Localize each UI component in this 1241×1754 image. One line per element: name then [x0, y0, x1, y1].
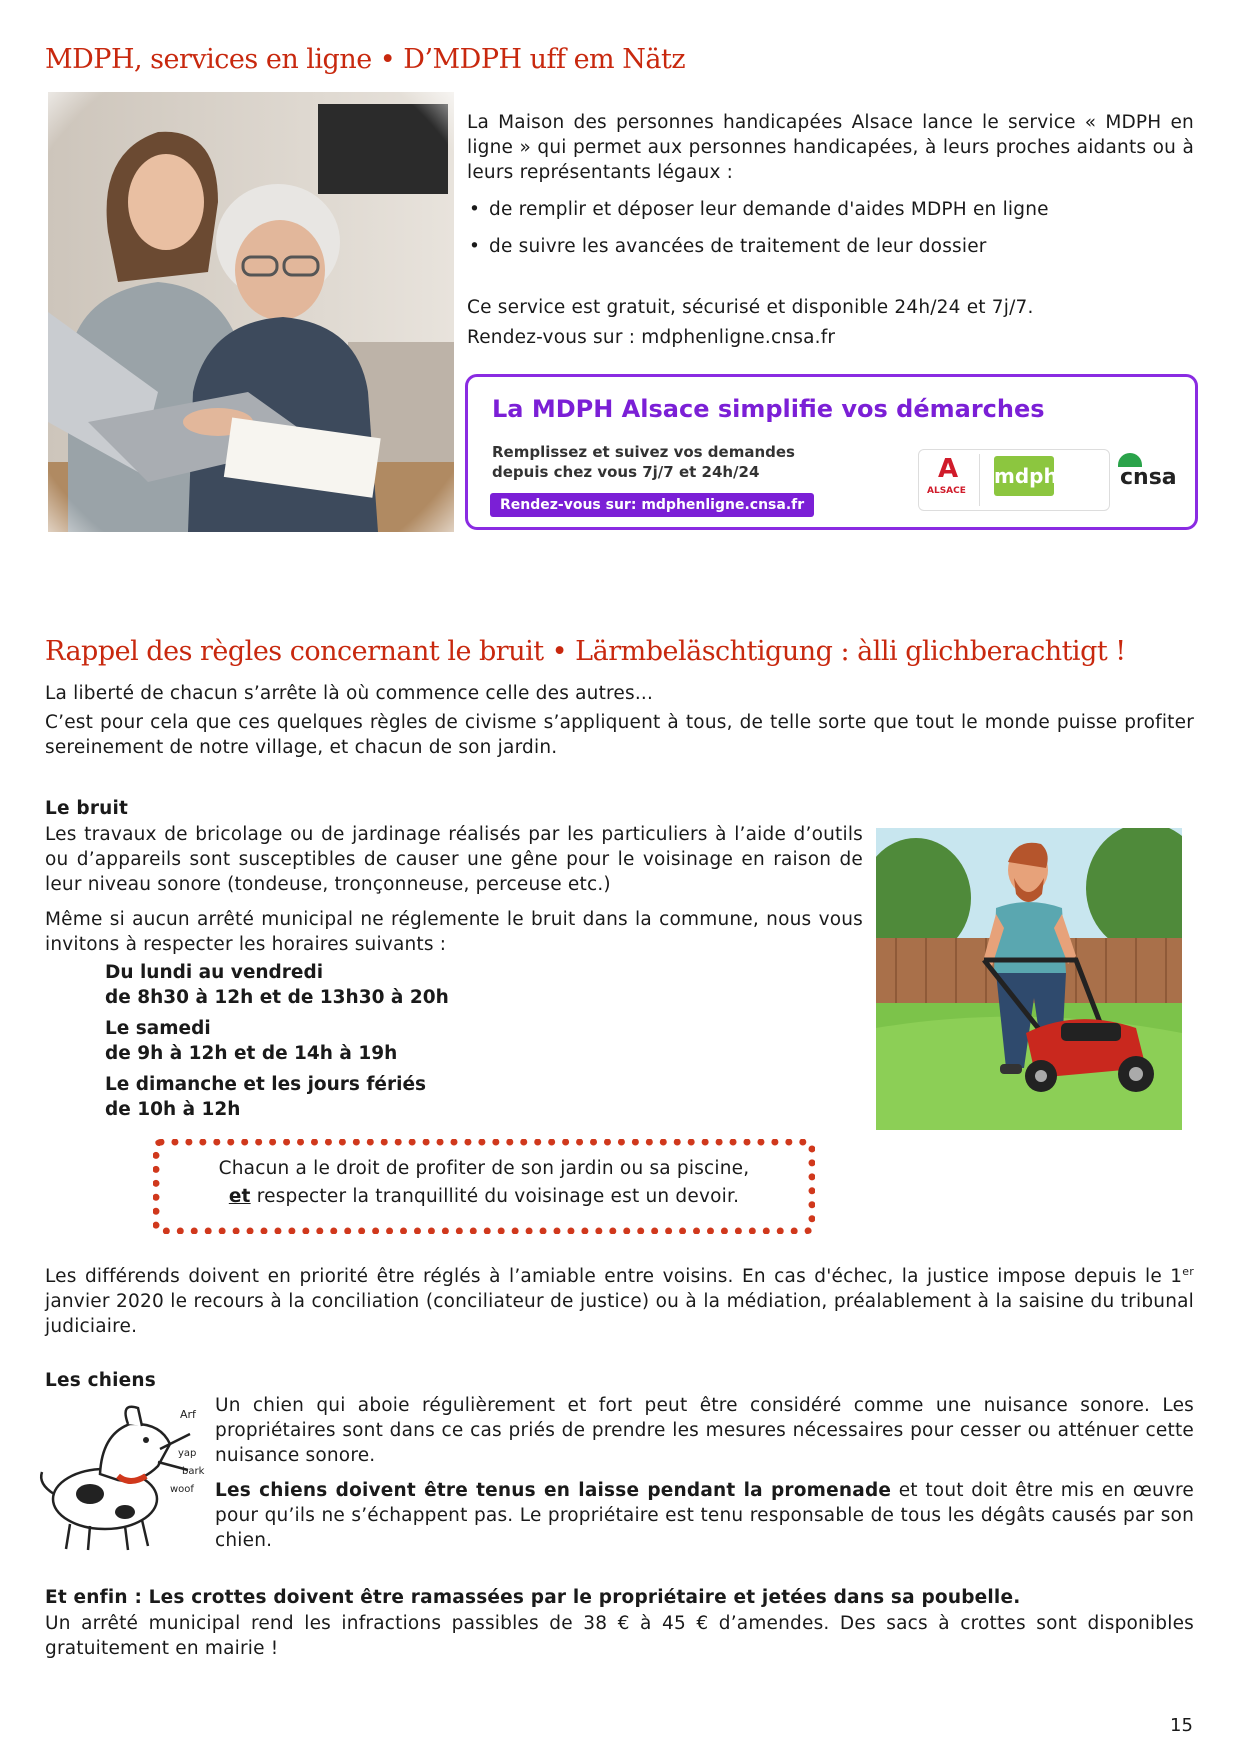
- dog-sound-yap: yap: [178, 1448, 197, 1459]
- enfin-p: Un arrêté municipal rend les infractions passibles de 38 € à 45 € d’amendes. Des sacs à crottes sont disponibles gratuitement en mairie !: [45, 1613, 1194, 1659]
- section-title-bruit: Rappel des règles concernant le bruit • Lärmbeläschtigung : àlli glichberachtigt !: [45, 636, 1126, 667]
- differends-sup: er: [1182, 1265, 1194, 1278]
- schedule-day: Du lundi au vendredi: [105, 962, 324, 983]
- photo-mdph: [48, 92, 454, 532]
- bruit-p1: Les travaux de bricolage ou de jardinage réalisés par les particuliers à l’aide d’outils ou d’appareils sont susceptibles de causer une gêne pour le voisinage en raison de leur niveau sonore (tondeuse, tronçonneuse, perceuse etc.): [45, 824, 863, 895]
- bruit-title: Le bruit: [45, 798, 129, 819]
- mdph-bullets: [467, 197, 1194, 259]
- quote-line1: Chacun a le droit de profiter de son jardin ou sa piscine,: [218, 1158, 750, 1179]
- barking-dog-illustration: [30, 1394, 210, 1554]
- bullet-item: • de suivre les avancées de traitement de leur dossier: [467, 234, 1194, 259]
- section-title-mdph: MDPH, services en ligne • D’MDPH uff em Nätz: [45, 44, 686, 75]
- chiens-p2-block: [215, 1478, 1194, 1553]
- banner-line1: Remplissez et suivez vos demandes: [492, 443, 795, 461]
- banner-headline: La MDPH Alsace simplifie vos démarches: [492, 395, 1045, 423]
- mdph-rdv: Rendez-vous sur : mdphenligne.cnsa.fr: [467, 327, 836, 348]
- bruit-p2: Même si aucun arrêté municipal ne réglemente le bruit dans la commune, nous vous invitons à respecter les horaires suivants :: [45, 909, 863, 955]
- differends-b: janvier 2020 le recours à la conciliation (conciliateur de justice) ou à la médiation, préalablement à la saisine du tribunal judiciaire.: [45, 1291, 1194, 1338]
- logo-alsace-text: ALSACE: [927, 486, 966, 496]
- schedule-list: [105, 960, 449, 1122]
- schedule-hours: de 10h à 12h: [105, 1099, 241, 1120]
- enfin-bold: Et enfin : Les crottes doivent être ramassées par le propriétaire et jetées dans sa poubelle.: [45, 1587, 1021, 1608]
- schedule-hours: de 9h à 12h et de 14h à 19h: [105, 1043, 398, 1064]
- quote-et: et: [228, 1186, 251, 1207]
- intro-p2: C’est pour cela que ces quelques règles de civisme s’appliquent à tous, de telle sorte que tout le monde puisse profiter sereinement de notre village, et chacun de son jardin.: [45, 712, 1194, 758]
- cnsa-logo: [1118, 453, 1188, 503]
- lawnmower-illustration: [876, 828, 1182, 1130]
- page-number: 15: [1170, 1715, 1193, 1736]
- differends-a: Les différends doivent en priorité être réglés à l’amiable entre voisins. En cas d'échec, la justice impose depuis le 1: [45, 1266, 1183, 1288]
- chiens-p2: et tout doit être mis en œuvre pour qu’ils ne s’échappent pas. Le propriétaire est tenu responsable de tous les dégâts causés par son chien.: [215, 1480, 1195, 1551]
- alsace-logo-icon: A: [937, 454, 959, 484]
- bullet-item: • de remplir et déposer leur demande d'aides MDPH en ligne: [467, 197, 1194, 222]
- logo-mdph: mdph: [994, 456, 1054, 496]
- banner-cta[interactable]: Rendez-vous sur: mdphenligne.cnsa.fr: [490, 493, 814, 517]
- quote-box: [153, 1139, 815, 1234]
- schedule-hours: de 8h30 à 12h et de 13h30 à 20h: [105, 987, 449, 1008]
- mdph-banner: [465, 374, 1198, 530]
- schedule-day: Le samedi: [105, 1018, 211, 1039]
- intro-p1: La liberté de chacun s’arrête là où commence celle des autres...: [45, 683, 654, 704]
- logos-box: [918, 449, 1110, 511]
- quote-line2-text: respecter la tranquillité du voisinage est un devoir.: [250, 1186, 740, 1207]
- differends-paragraph: [45, 1259, 1194, 1339]
- banner-line2: depuis chez vous 7j/7 et 24h/24: [492, 463, 760, 481]
- quote-line2: [160, 1184, 808, 1209]
- dog-sound-woof: woof: [170, 1484, 194, 1495]
- logo-cnsa-text: cnsa: [1120, 465, 1177, 490]
- schedule-day: Le dimanche et les jours fériés: [105, 1074, 427, 1095]
- chiens-title: Les chiens: [45, 1370, 156, 1391]
- mdph-service: Ce service est gratuit, sécurisé et disponible 24h/24 et 7j/7.: [467, 297, 1034, 318]
- dog-sound-bark: bark: [182, 1466, 205, 1477]
- chiens-p1: Un chien qui aboie régulièrement et fort peut être considéré comme une nuisance sonore. Les propriétaires sont dans ce cas priés de prendre les mesures nécessaires pour cesser ou atténuer cette nuisance sonore.: [215, 1395, 1194, 1466]
- chiens-bold: Les chiens doivent être tenus en laisse pendant la promenade: [215, 1480, 892, 1501]
- mdph-intro: La Maison des personnes handicapées Alsace lance le service « MDPH en ligne » qui permet aux personnes handicapées, à leurs proches aidants ou à leurs représentants légaux :: [467, 112, 1194, 183]
- dog-sound-arf: Arf: [180, 1408, 196, 1421]
